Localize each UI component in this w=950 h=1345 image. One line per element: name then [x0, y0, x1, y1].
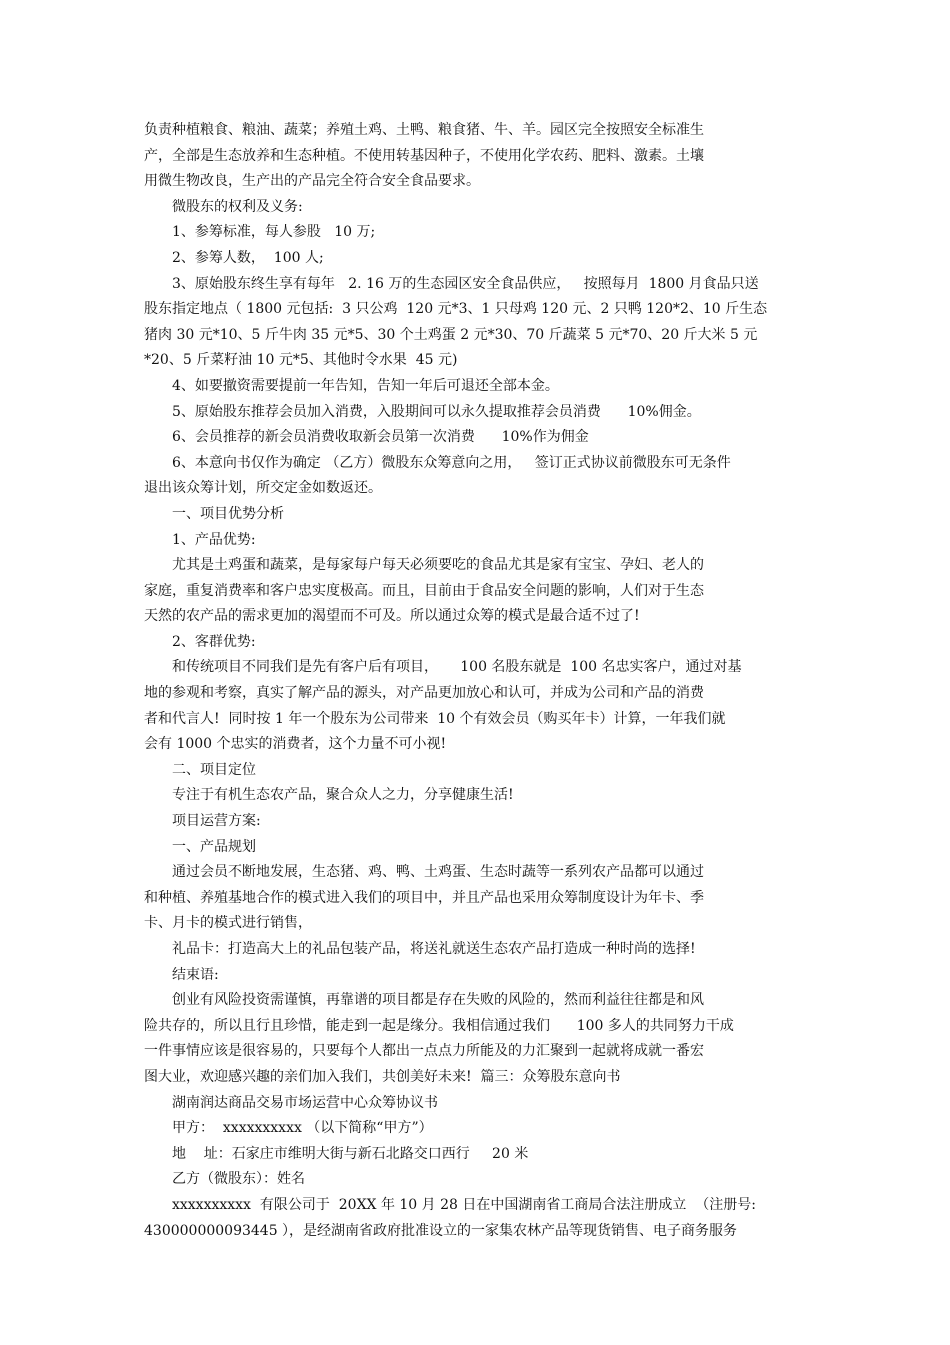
- paragraph-line: 礼品卡：打造高大上的礼品包装产品，将送礼就送生态农产品打造成一种时尚的选择!: [172, 941, 696, 957]
- paragraph-line: 和种植、养殖基地合作的模式进入我们的项目中，并且产品也采用众筹制度设计为年卡、季: [144, 889, 704, 906]
- paragraph-line: 6、会员推荐的新会员消费收取新会员第一次消费 10%作为佣金: [172, 429, 589, 446]
- paragraph-line: 家庭，重复消费率和客户忠实度极高。而且，目前由于食品安全问题的影响，人们对于生态: [144, 582, 704, 599]
- paragraph-line: 甲方： xxxxxxxxxx （以下简称“甲方”）: [172, 1120, 433, 1137]
- paragraph-line: 退出该众筹计划，所交定金如数返还。: [144, 480, 382, 497]
- paragraph-line: 险共存的，所以且行且珍惜，能走到一起是缘分。我相信通过我们 100 多人的共同努力干成: [144, 1017, 734, 1034]
- paragraph-line: 一、产品规划: [172, 838, 256, 855]
- paragraph-line: 和传统项目不同我们是先有客户后有项目， 100 名股东就是 100 名忠实客户，通过对基: [172, 659, 742, 676]
- paragraph-line: 创业有风险投资需谨慎，再靠谱的项目都是存在失败的风险的，然而利益往往都是和风: [172, 992, 704, 1009]
- paragraph-line: 用微生物改良，生产出的产品完全符合安全食品要求。: [144, 173, 480, 190]
- paragraph-line: 天然的农产品的需求更加的渴望而不可及。所以通过众筹的模式是最合适不过了!: [144, 608, 640, 625]
- paragraph-line: 5、原始股东推荐会员加入消费，入股期间可以永久提取推荐会员消费 10%佣金。: [172, 403, 701, 420]
- paragraph-line: 地的参观和考察，真实了解产品的源头，对产品更加放心和认可，并成为公司和产品的消费: [144, 685, 704, 702]
- paragraph-line: *20、5 斤菜籽油 10 元*5、其他时令水果 45 元): [144, 352, 458, 369]
- paragraph-line: 产，全部是生态放养和生态种植。不使用转基因种子，不使用化学农药、肥料、激素。土壤: [144, 147, 704, 164]
- paragraph-line: 一、项目优势分析: [172, 505, 284, 522]
- paragraph-line: 通过会员不断地发展，生态猪、鸡、鸭、土鸡蛋、生态时蔬等一系列农产品都可以通过: [172, 864, 704, 881]
- document-body: [144, 118, 814, 1244]
- paragraph-line: 湖南润达商品交易市场运营中心众筹协议书: [172, 1094, 438, 1111]
- paragraph-line: 4、如要撤资需要提前一年告知，告知一年后可退还全部本金。: [172, 377, 559, 394]
- paragraph-line: 430000000093445 ），是经湖南省政府批准设立的一家集农林产品等现货销售、电子商务服务: [144, 1222, 738, 1239]
- paragraph-line: 卡、月卡的模式进行销售，: [144, 915, 312, 932]
- paragraph-line: 3、原始股东终生享有每年 2. 16 万的生态园区安全食品供应， 按照每月 1800 月食品只送: [172, 275, 759, 292]
- paragraph-line: 1、产品优势:: [172, 531, 256, 548]
- paragraph-line: 结束语:: [172, 966, 219, 983]
- paragraph-line: 2、参筹人数， 100 人;: [172, 249, 324, 266]
- paragraph-line: 乙方（微股东）：姓名: [172, 1171, 305, 1188]
- paragraph-line: 股东指定地点（ 1800 元包括: 3 只公鸡 120 元*3、1 只母鸡 120 元、2 只鸭 120*2、10 斤生态: [144, 301, 768, 318]
- paragraph-line: 尤其是土鸡蛋和蔬菜，是每家每户每天必须要吃的食品尤其是家有宝宝、孕妇、老人的: [172, 557, 704, 574]
- paragraph-line: 地 址：石家庄市维明大街与新石北路交口西行 20 米: [172, 1145, 529, 1162]
- paragraph-line: 6、本意向书仅作为确定 （乙方）微股东众筹意向之用， 签订正式协议前微股东可无条件: [172, 454, 731, 471]
- paragraph-line: 图大业，欢迎感兴趣的亲们加入我们，共创美好未来! 篇三：众筹股东意向书: [144, 1068, 621, 1085]
- paragraph-line: 1、参筹标准，每人参股 10 万;: [172, 224, 376, 241]
- paragraph-line: 负责种植粮食、粮油、蔬菜；养殖土鸡、土鸭、粮食猪、牛、羊。园区完全按照安全标准生: [144, 122, 704, 138]
- paragraph-line: 2、客群优势:: [172, 633, 256, 650]
- paragraph-line: 者和代言人! 同时按 1 年一个股东为公司带来 10 个有效会员（购买年卡）计算，一年我们就: [144, 710, 726, 727]
- paragraph-line: xxxxxxxxxx 有限公司于 20XX 年 10 月 28 日在中国湖南省工商局合法注册成立 （注册号:: [172, 1196, 756, 1213]
- paragraph-line: 微股东的权利及义务:: [172, 198, 303, 215]
- paragraph-line: 二、项目定位: [172, 761, 256, 778]
- paragraph-line: 项目运营方案:: [172, 813, 261, 830]
- paragraph-line: 专注于有机生态农产品，聚合众人之力，分享健康生活!: [172, 787, 514, 804]
- paragraph-line: 一件事情应该是很容易的，只要每个人都出一点点力所能及的力汇聚到一起就将成就一番宏: [144, 1043, 704, 1060]
- paragraph-line: 猪肉 30 元*10、5 斤牛肉 35 元*5、30 个土鸡蛋 2 元*30、70 斤蔬菜 5 元*70、20 斤大米 5 元: [144, 326, 758, 343]
- paragraph-line: 会有 1000 个忠实的消费者，这个力量不可小视!: [144, 736, 447, 753]
